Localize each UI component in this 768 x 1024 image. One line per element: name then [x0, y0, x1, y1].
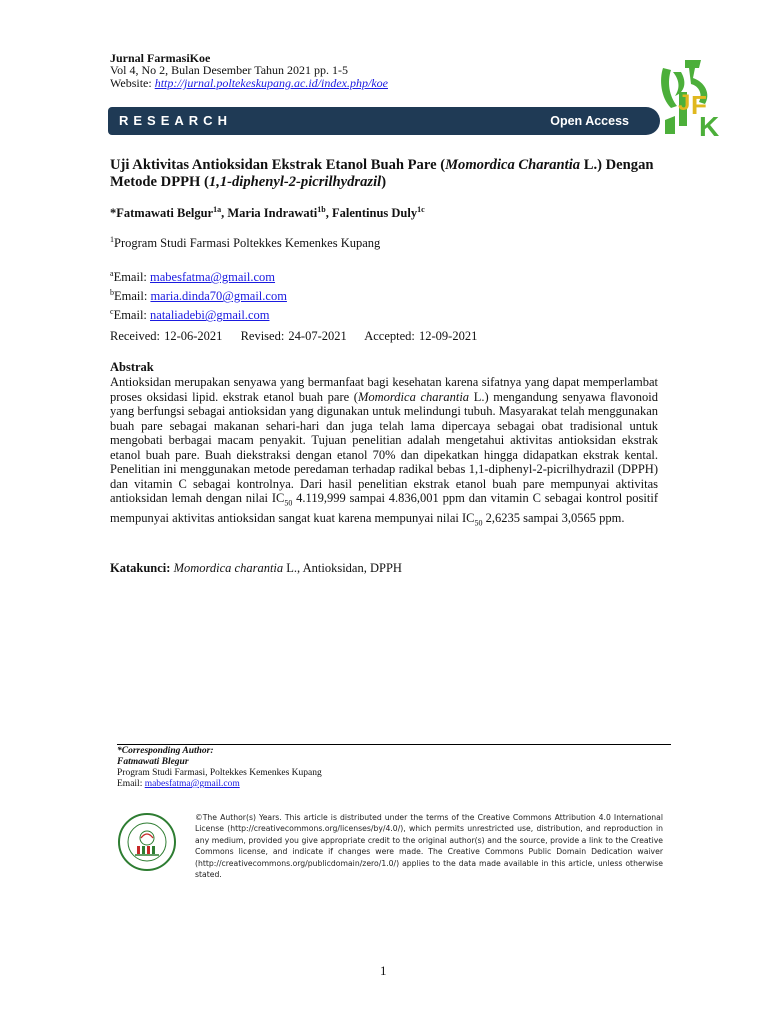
affiliation-sup: 1 [110, 235, 114, 244]
author-sup: 1c [417, 205, 425, 214]
corresponding-author [117, 746, 322, 790]
corresponding-affiliation: Program Studi Farmasi, Poltekkes Kemenkes Kupang [117, 768, 322, 778]
email-label: Email: [113, 270, 151, 285]
email-label: Email: [114, 289, 151, 304]
corresponding-name: Fatmawati Blegur [117, 757, 189, 767]
journal-name: Jurnal FarmasiKoe [110, 51, 211, 65]
email-label: Email: [113, 308, 151, 323]
journal-website [110, 76, 388, 91]
email-line [110, 266, 287, 285]
title-compound: 1,1-diphenyl-2-picrilhydrazil [208, 174, 382, 190]
corresponding-email-label: Email: [117, 779, 145, 789]
corresponding-email [117, 779, 322, 790]
abstract-heading: Abstrak [110, 360, 154, 374]
email-link[interactable]: mabesfatma@gmail.com [150, 270, 276, 285]
svg-text:J: J [678, 90, 691, 115]
email-link[interactable]: nataliadebi@gmail.com [150, 308, 270, 323]
open-access-label: Open Access [550, 114, 629, 128]
journal-logo-icon [655, 56, 725, 138]
website-label: Website: [110, 76, 152, 90]
author-name: Falentinus Duly [332, 206, 418, 221]
keywords-label: Katakunci: [110, 561, 171, 575]
banner-label: RESEARCH [119, 113, 232, 128]
website-link[interactable]: http://jurnal.poltekeskupang.ac.id/index.php/koe [154, 76, 388, 90]
email-line [110, 304, 287, 323]
abstract-body [110, 375, 658, 531]
affiliation-text: Program Studi Farmasi Poltekkes Kemenkes Kupang [114, 236, 381, 251]
license-text: ©The Author(s) Years. This article is distributed under the terms of the Creative Commons Attribution 4.0 International License (http://creativecommons.org/licenses/by/4.0/), which permits unrestricted use, distribution, and reproduction in any medium, provided you give appropriate credit to the original author(s) and the source, provide a link to the Creative Commons license, and indicate if changes were made. The Creative Commons Public Domain Dedication waiver (http://creativecommons.org/publicdomain/zero/1.0/) applies to the data made available in this article, unless otherwise stated. [195, 813, 663, 880]
email-list [110, 266, 287, 323]
corresponding-heading: *Corresponding Author: [117, 746, 214, 756]
email-sup: c [110, 307, 114, 317]
author-name: Maria Indrawati [227, 206, 318, 221]
affiliation [110, 235, 380, 251]
ic50-subscript: 50 [474, 518, 483, 528]
footnote-divider [117, 744, 671, 745]
article-dates [110, 329, 491, 344]
author-prefix: * [110, 206, 117, 221]
keywords [110, 561, 402, 576]
keywords-rest: L., Antioksidan, DPPH [283, 561, 402, 575]
svg-text:F: F [691, 90, 707, 120]
author-name: Fatmawati Belgur [116, 206, 214, 221]
abstract-text-d: 2,6235 sampai 3,0565 ppm. [482, 511, 625, 525]
author-sup: 1a [213, 205, 222, 214]
page-number: 1 [380, 963, 387, 978]
email-line [110, 285, 287, 304]
abstract-text-a: Antioksidan merupakan senyawa yang bermanfaat bagi kesehatan karena sifatnya yang dapat memperlambat proses oksidasi lipid. ekstrak etanol buah pare ( [110, 375, 658, 404]
email-sup: b [110, 288, 114, 298]
author-list: *Fatmawati Belgur$^{1a}$, Maria Indrawati$^{1b}$, Falentinus Duly$^{1c}$ [110, 205, 425, 221]
abstract-species: Momordica charantia [357, 389, 470, 404]
revised-date: Revised: 24-07-2021 [240, 329, 347, 343]
article-title [110, 157, 665, 191]
title-part-1: Uji Aktivitas Antioksidan Ekstrak Etanol Buah Pare ( [110, 157, 446, 173]
author-sup: 1b [317, 205, 326, 214]
keywords-species: Momordica charantia [173, 561, 284, 575]
abstract-text-c: 4.119,999 sampai 4.836,001 ppm dan vitamin C sebagai kontrol positif mempunyai aktivitas antioksidan sangat kuat karena mempunyai nilai IC [110, 491, 659, 525]
ic50-subscript: 50 [284, 498, 293, 508]
email-sup: a [110, 269, 114, 278]
poltekkes-seal-icon [117, 812, 177, 872]
title-species: Momordica Charantia [445, 157, 581, 173]
received-date: Received: 12-06-2021 [110, 329, 223, 343]
title-part-3: ) [381, 174, 387, 190]
abstract-text-b: L.) mengandung senyawa flavonoid yang berfungsi sebagai antioksidan yang digunakan untuk melindungi tubuh. Masyarakat telah menggunakan buah pare sebagai makanan sehari-hari dan juga telah lama dipercaya sebagai obat tradisional untuk mengobati berbagai macam penyakit. Tujuan penelitian adalah mengetahui aktivitas antioksidan ekstrak etanol buah pare. Buah diekstraksi dengan etanol 70% dan dipekatkan hingga didapatkan ekstrak kental. Penelitian ini menggunakan metode peredaman terhadap radikal bebas 1,1-diphenyl-2-picrilhydrazil (DPPH) dan vitamin C sebagai kontrolnya. Dari hasil penelitian ekstrak etanol buah pare mempunyai aktivitas antioksidan lemah dengan nilai IC [110, 389, 658, 505]
research-banner [108, 107, 660, 135]
svg-text:K: K [699, 111, 720, 138]
title-part-2: L.) Dengan Metode DPPH ( [110, 157, 654, 190]
email-link[interactable]: maria.dinda70@gmail.com [150, 289, 287, 304]
corresponding-email-link[interactable]: mabesfatma@gmail.com [144, 779, 240, 789]
accepted-date: Accepted: 12-09-2021 [364, 329, 478, 343]
journal-volume: Vol 4, No 2, Bulan Desember Tahun 2021 pp. 1-5 [110, 63, 349, 77]
